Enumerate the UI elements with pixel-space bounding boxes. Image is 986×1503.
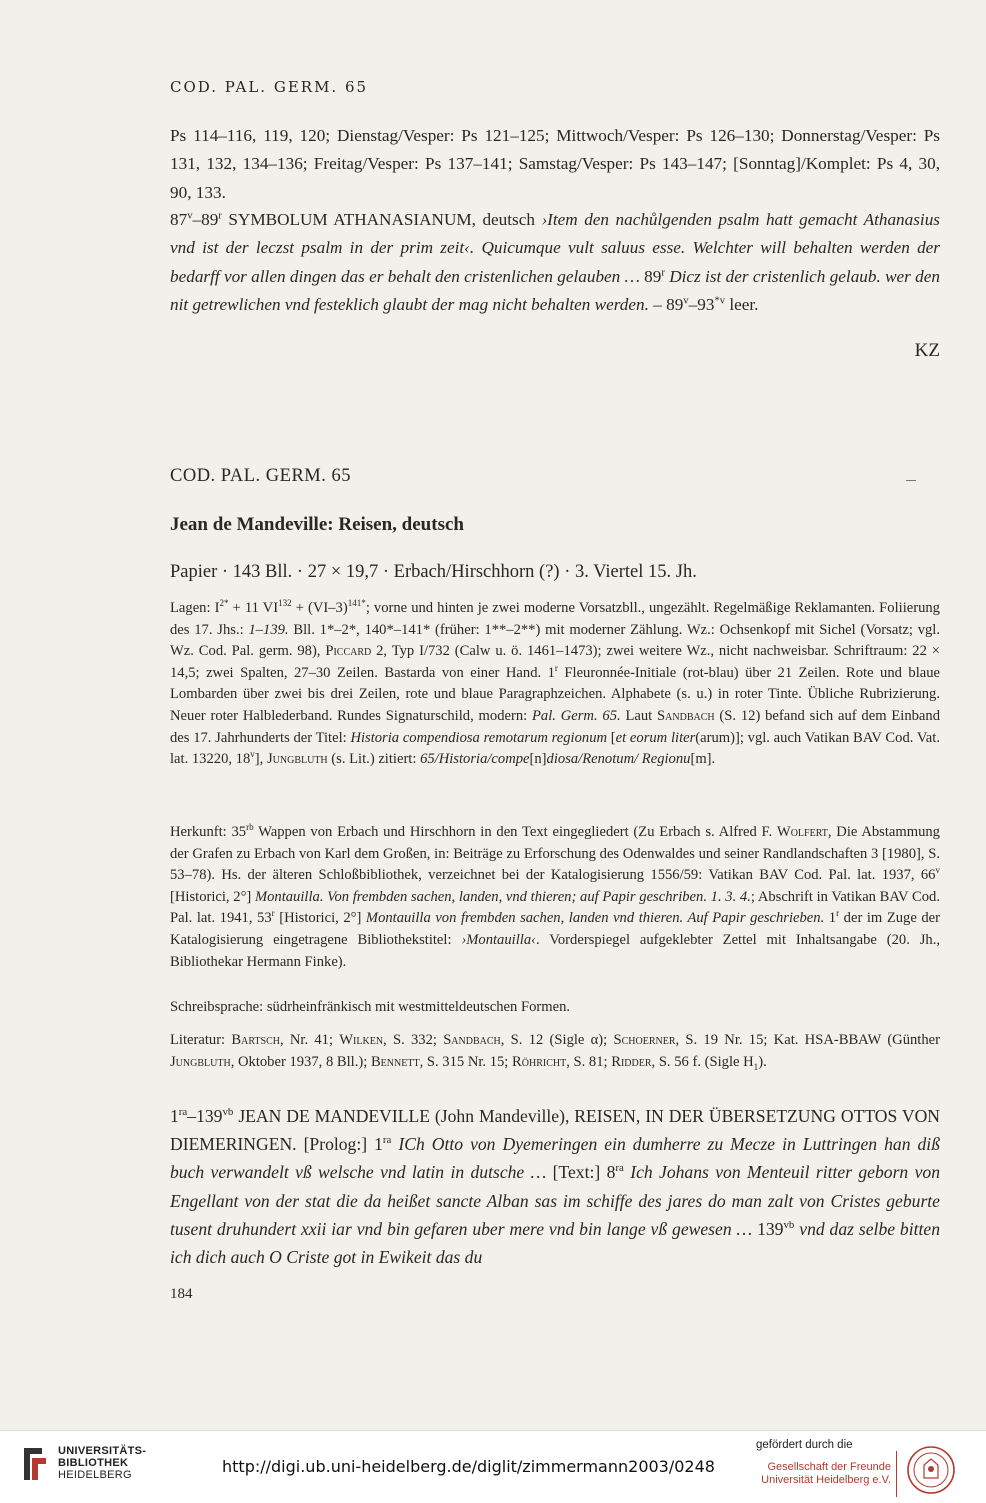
running-head: COD. PAL. GERM. 65 [170,78,369,96]
mandeville-entry: $1^{ra}-139^{vb}$ JEAN DE MANDEVILLE (John Mandeville), REISEN, IN DER ÜBERSETZUNG OTTOS VON DIEMERINGEN. [Prolog:] $1^{ra}$ ICh Otto von Dyemeringen ein dumherre zu Mecze in Luttringen han diß buch verwandelt vß welsche vnd latin in dutsche … [Text:] $8^{ra}$ Ich Johans von Menteuil ritter geborn von Engellant von der stat die da heißet sancte Alban sas im schiffe des jares do man zalt von Cristes geburte tusent druhundert xxii iar vnd bin gefaren uber mere vnd bin lange vß gewesen … $139^{vb}$ vnd daz selbe bitten ich dich auch O Criste got in Ewikeit das du [170,1106,941,1268]
library-name: UNIVERSITÄTS- BIBLIOTHEK HEIDELBERG [58,1445,147,1481]
permalink[interactable]: http://digi.ub.uni-heidelberg.de/diglit/zimmermann2003/0248 [222,1457,715,1476]
society-name: Gesellschaft der Freunde Universität Heidelberg e.V. [761,1461,891,1486]
incipit-quote: ›Item den nachůlgenden psalm hatt gemacht Athanasius vnd ist der leczst psalm in der prim zeit‹. Quicumque vult saluus esse. Welchter will behalten werden der bedarff vor allen dingen das er behalt den cristenlichen gelauben … [170,210,940,286]
section-heading: COD. PAL. GERM. 65 [170,466,352,486]
footer-divider [896,1451,897,1497]
literatur-paragraph: Literatur: Bartsch, Nr. 41; Wilken, S. 332; Sandbach, S. 12 (Sigle α); Schoerner, S. 19 Nr. 15; Kat. HSA-BBAW (Günther Jungbluth, Oktober 1937, 8 Bll.); Bennett, S. 315 Nr. 15; Röhricht, S. 81; Ridder, S. 56 f. (Sigle $H_1$). [170,1032,940,1072]
digitization-footer [0,1430,986,1503]
lagen-paragraph: Lagen: $I^{2*} + 11$ $VI^{132} + (VI-3)^{141*}$; vorne und hinten je zwei moderne Vorsatzbll., ungezählt. Regelmäßige Reklamanten. Foliierung des 17. Jhs.: 1–139. Bll. 1*–2*, 140*–141* (früher: 1**–2**) mit moderner Zählung. Wz.: Ochsenkopf mit Sichel (Vorsatz; vgl. Wz. Cod. Pal. germ. 98), Piccard 2, Typ I/732 (Calw u. ö. 1461–1473); zwei weitere Wz., nicht nachweisbar. Schriftraum: 22 × 14,5; zwei Spalten, 27–30 Zeilen. Bastarda von einer Hand. 1$^r$ Fleuronnée-Initiale (rot-blau) über 21 Zeilen. Rote und blaue Lombarden über zwei bis drei Zeilen, rote und blaue Paragraphzeichen. Alphabete (s. u.) in roter Tinte. Übliche Rubrizierung. Neuer roter Halblederband. Rundes Signaturschild, modern: Pal. Germ. 65. Laut Sandbach (S. 12) befand sich auf dem Einband des 17. Jahrhunderts der Titel: Historia compendiosa remotarum regionum [et eorum liter(arum)]; vgl. auch Vatikan BAV Cod. Vat. lat. 13220, 18$^v$], Jungbluth (s. Lit.) zitiert: 65/Historia/compe[n]diosa/Renotum/ Regionu[m]. [170,598,940,768]
schreibsprache-paragraph: Schreibsprache: südrheinfränkisch mit westmitteldeutschen Formen. [170,999,571,1015]
manuscript-title: Jean de Mandeville: Reisen, deutsch [170,514,464,535]
funded-by-label: gefördert durch die [756,1439,853,1451]
margin-mark [906,480,916,481]
entry-heading: SYMBOLUM ATHANASIANUM, [221,210,476,229]
page-number: 184 [170,1286,193,1302]
library-logo-icon [18,1444,50,1484]
symbolum-athanasianum-entry: 87$^v$–89$^r$ SYMBOLUM ATHANASIANUM, deutsch ›Item den nachůlgenden psalm hatt gemacht Athanasius vnd ist der leczst psalm in der prim zeit‹. Quicumque vult saluus esse. Welchter will behalten werden der bedarff vor allen dingen das er behalt den cristenlichen gelauben … 89$^r$ Dicz ist der cristenlich gelaub. wer den nit getrewlichen vnd festeklich glaubt der mag nicht behalten werden. – 89$^v$–93$^{*v}$ leer. [170,210,940,314]
physical-description: Papier · 143 Bll. · 27 × 19,7 · Erbach/Hirschhorn (?) · 3. Viertel 15. Jh. [170,562,697,582]
author-initials: KZ [914,340,940,361]
psalm-schedule-paragraph: Ps 114–116, 119, 120; Dienstag/Vesper: Ps 121–125; Mittwoch/Vesper: Ps 126–130; Donnerstag/Vesper: Ps 131, 132, 134–136; Freitag/Vesper: Ps 137–141; Samstag/Vesper: Ps 143–147; [Sonntag]/Komplet: Ps 4, 30, 90, 133. [170,126,940,202]
herkunft-paragraph: Herkunft: $35^{rb}$ Wappen von Erbach und Hirschhorn in den Text eingegliedert (Zu Erbach s. Alfred F. Wolfert, Die Abstammung der Grafen zu Erbach von Karl dem Großen, in: Beiträge zu Erforschung des Odenwaldes und seiner Randlandschaften 3 [1980], S. 53–78). Hs. der älteren Schloßbibliothek, verzeichnet bei der Katalogisierung 1556/59: Vatikan BAV Cod. Pal. lat. 1937, 66$^v$ [Historici, 2°] Montauilla. Von frembden sachen, landen, vnd thieren; auf Papir geschriben. 1. 3. 4.; Abschrift in Vatikan BAV Cod. Pal. lat. 1941, 53$^r$ [Historici, 2°] Montauilla von frembden sachen, landen vnd thieren. Auf Papir geschrieben. 1$^r$ der im Zuge der Katalogisierung eingetragene Bibliothekstitel: ›Montauilla‹. Vorderspiegel aufgeklebter Zettel mit Inhaltsangabe (20. Jh., Bibliothekar Hermann Finke). [170,822,941,970]
university-seal-icon [906,1445,956,1495]
